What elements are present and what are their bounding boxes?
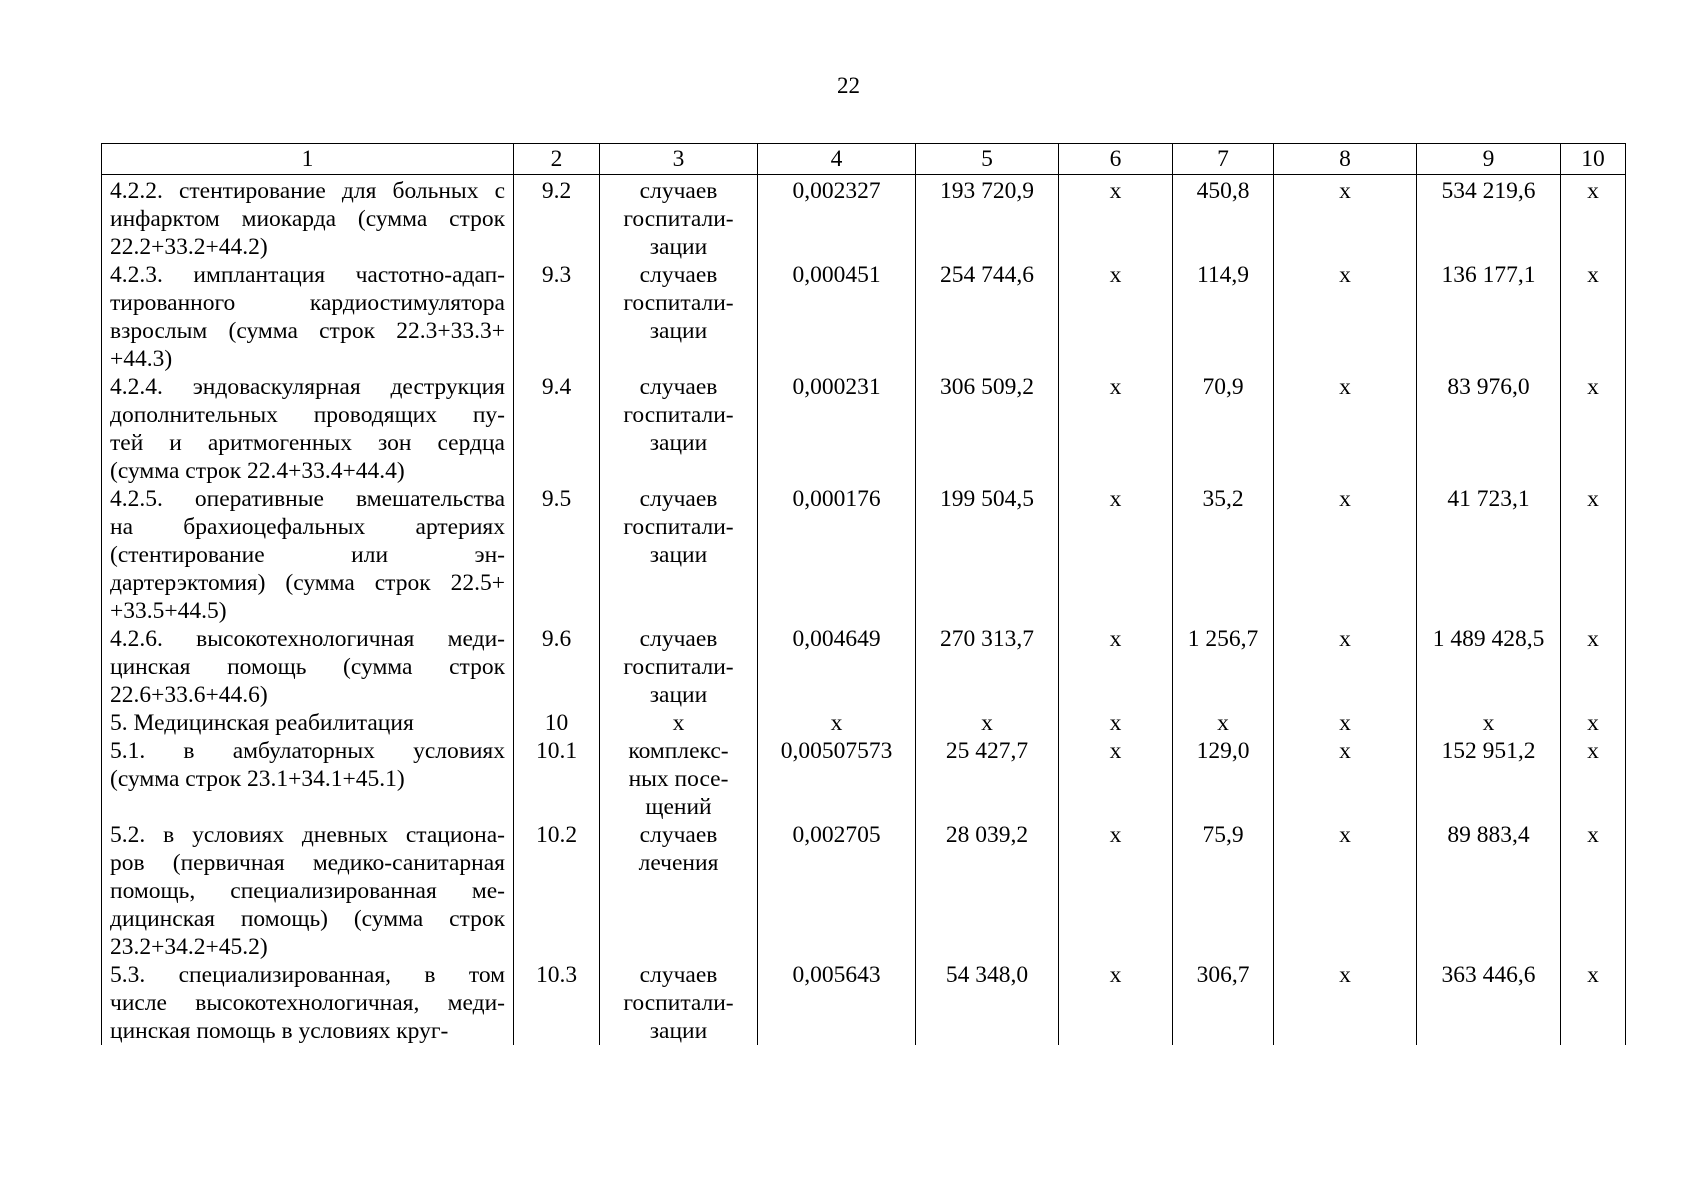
row-value-cell: 25 427,7 xyxy=(916,737,1059,821)
row-name-line: (сумма строк 23.1+34.1+45.1) xyxy=(110,766,405,792)
row-value-cell: 1 256,7 xyxy=(1173,625,1274,709)
row-value-cell: х xyxy=(1274,261,1417,373)
row-value-cell: 1 489 428,5 xyxy=(1417,625,1561,709)
table-row xyxy=(102,709,1626,737)
row-value-cell: х xyxy=(1059,821,1173,961)
row-unit-cell xyxy=(600,175,758,262)
table-row xyxy=(102,485,1626,625)
row-value-cell: х xyxy=(1561,373,1626,485)
row-name-line: (стентирование или эн- xyxy=(110,542,505,568)
row-name-line: 4.2.5. оперативные вмешательства xyxy=(110,486,505,512)
row-code-cell: 10.2 xyxy=(514,821,600,961)
row-value-cell: 0,004649 xyxy=(758,625,916,709)
row-value-cell: х xyxy=(1561,961,1626,1045)
row-value-cell: х xyxy=(1561,175,1626,262)
column-header: 9 xyxy=(1417,144,1561,175)
row-value-cell: 28 039,2 xyxy=(916,821,1059,961)
row-value-cell: х xyxy=(1274,485,1417,625)
row-name-line: дартерэктомия) (сумма строк 22.5+ xyxy=(110,570,505,596)
row-name-line: 4.2.6. высокотехнологичная меди- xyxy=(110,626,505,652)
row-value-cell: х xyxy=(1561,821,1626,961)
row-value-cell: 0,002705 xyxy=(758,821,916,961)
row-value-cell: х xyxy=(1059,709,1173,737)
column-header: 5 xyxy=(916,144,1059,175)
row-value-cell: 199 504,5 xyxy=(916,485,1059,625)
row-value-cell: х xyxy=(1274,821,1417,961)
row-name-line: 23.2+34.2+45.2) xyxy=(110,934,268,960)
row-unit-line: госпитали- xyxy=(623,290,734,316)
row-value-cell: х xyxy=(1274,709,1417,737)
row-name-line: 5.2. в условиях дневных стациона- xyxy=(110,822,505,848)
row-unit-line: случаев xyxy=(639,178,718,204)
row-value-cell: 0,002327 xyxy=(758,175,916,262)
row-unit-line: госпитали- xyxy=(623,990,734,1016)
row-name-cell xyxy=(102,961,514,1045)
row-unit-line: случаев xyxy=(639,486,718,512)
row-unit-line: комплекс- xyxy=(628,738,729,764)
row-name-line: дополнительных проводящих пу- xyxy=(110,402,505,428)
row-value-cell: 89 883,4 xyxy=(1417,821,1561,961)
row-unit-line: госпитали- xyxy=(623,402,734,428)
row-value-cell: х xyxy=(1059,175,1173,262)
row-value-cell: х xyxy=(1561,709,1626,737)
row-name-line: 5. Медицинская реабилитация xyxy=(110,710,414,736)
row-name-line: тей и аритмогенных зон сердца xyxy=(110,430,505,456)
row-unit-line: зации xyxy=(649,430,708,456)
row-unit-line: зации xyxy=(649,682,708,708)
row-unit-line: случаев xyxy=(639,626,718,652)
column-header: 2 xyxy=(514,144,600,175)
table-row xyxy=(102,175,1626,262)
column-header: 6 xyxy=(1059,144,1173,175)
row-value-cell: 54 348,0 xyxy=(916,961,1059,1045)
row-value-cell: 254 744,6 xyxy=(916,261,1059,373)
row-value-cell: х xyxy=(1561,261,1626,373)
row-name-cell xyxy=(102,485,514,625)
row-unit-line: госпитали- xyxy=(623,206,734,232)
row-name-line: числе высокотехнологичная, меди- xyxy=(110,990,505,1016)
row-name-line: дицинская помощь) (сумма строк xyxy=(110,906,505,932)
row-name-line: цинская помощь (сумма строк xyxy=(110,654,505,680)
row-value-cell: 0,005643 xyxy=(758,961,916,1045)
row-value-cell: 193 720,9 xyxy=(916,175,1059,262)
column-header: 8 xyxy=(1274,144,1417,175)
row-name-cell xyxy=(102,175,514,262)
row-value-cell: 70,9 xyxy=(1173,373,1274,485)
row-value-cell: х xyxy=(1274,961,1417,1045)
row-unit-cell xyxy=(600,709,758,737)
row-value-cell: х xyxy=(1561,625,1626,709)
row-value-cell: 0,00507573 xyxy=(758,737,916,821)
row-value-cell: 136 177,1 xyxy=(1417,261,1561,373)
row-unit-line: зации xyxy=(649,542,708,568)
row-unit-cell xyxy=(600,961,758,1045)
row-value-cell: 306,7 xyxy=(1173,961,1274,1045)
row-code-cell: 9.3 xyxy=(514,261,600,373)
row-unit-line: лечения xyxy=(638,850,719,876)
row-name-line: 4.2.2. стентирование для больных с xyxy=(110,178,505,204)
row-value-cell: х xyxy=(758,709,916,737)
row-name-line: 4.2.4. эндоваскулярная деструкция xyxy=(110,374,505,400)
row-value-cell: 0,000231 xyxy=(758,373,916,485)
row-value-cell: 306 509,2 xyxy=(916,373,1059,485)
row-value-cell: х xyxy=(1059,485,1173,625)
column-header: 7 xyxy=(1173,144,1274,175)
row-unit-line: щений xyxy=(645,794,712,820)
table-row xyxy=(102,261,1626,373)
row-name-cell xyxy=(102,737,514,821)
row-unit-line: зации xyxy=(649,234,708,260)
column-header: 4 xyxy=(758,144,916,175)
row-name-line: (сумма строк 22.4+33.4+44.4) xyxy=(110,458,405,484)
row-name-line: 5.3. специализированная, в том xyxy=(110,962,505,988)
row-name-line: тированного кардиостимулятора xyxy=(110,290,505,316)
row-value-cell: х xyxy=(1417,709,1561,737)
row-value-cell: х xyxy=(1561,737,1626,821)
row-unit-line: ных посе- xyxy=(628,766,729,792)
row-code-cell: 9.6 xyxy=(514,625,600,709)
row-value-cell: 35,2 xyxy=(1173,485,1274,625)
row-name-line: +44.3) xyxy=(110,346,173,372)
row-name-line: инфарктом миокарда (сумма строк xyxy=(110,206,505,232)
table-row xyxy=(102,821,1626,961)
column-header: 10 xyxy=(1561,144,1626,175)
table-body xyxy=(102,175,1626,1046)
row-value-cell: 114,9 xyxy=(1173,261,1274,373)
row-value-cell: х xyxy=(1274,737,1417,821)
row-unit-line: госпитали- xyxy=(623,654,734,680)
row-value-cell: х xyxy=(1561,485,1626,625)
table-row xyxy=(102,373,1626,485)
row-name-line: помощь, специализированная ме- xyxy=(110,878,505,904)
row-value-cell: 152 951,2 xyxy=(1417,737,1561,821)
header-row xyxy=(102,144,1626,175)
row-code-cell: 9.4 xyxy=(514,373,600,485)
column-header: 3 xyxy=(600,144,758,175)
row-value-cell: х xyxy=(1059,961,1173,1045)
row-value-cell: х xyxy=(1059,373,1173,485)
row-name-line: 5.1. в амбулаторных условиях xyxy=(110,738,505,764)
row-name-line: 4.2.3. имплантация частотно-адап- xyxy=(110,262,505,288)
row-unit-cell xyxy=(600,485,758,625)
row-value-cell: 0,000451 xyxy=(758,261,916,373)
row-code-cell: 9.5 xyxy=(514,485,600,625)
row-unit-cell xyxy=(600,261,758,373)
table-row xyxy=(102,961,1626,1045)
row-value-cell: 75,9 xyxy=(1173,821,1274,961)
row-name-line: 22.6+33.6+44.6) xyxy=(110,682,268,708)
row-value-cell: х xyxy=(916,709,1059,737)
row-value-cell: х xyxy=(1173,709,1274,737)
row-value-cell: х xyxy=(1059,737,1173,821)
row-name-cell xyxy=(102,709,514,737)
row-unit-line: случаев xyxy=(639,374,718,400)
row-unit-cell xyxy=(600,373,758,485)
row-value-cell: 83 976,0 xyxy=(1417,373,1561,485)
row-unit-line: зации xyxy=(649,1018,708,1044)
row-value-cell: х xyxy=(1274,373,1417,485)
row-value-cell: х xyxy=(1059,261,1173,373)
row-code-cell: 10 xyxy=(514,709,600,737)
row-unit-line: зации xyxy=(649,318,708,344)
row-code-cell: 10.1 xyxy=(514,737,600,821)
row-code-cell: 9.2 xyxy=(514,175,600,262)
row-value-cell: 129,0 xyxy=(1173,737,1274,821)
row-name-line: ров (первичная медико-санитарная xyxy=(110,850,505,876)
row-unit-line: х xyxy=(672,710,685,736)
row-name-cell xyxy=(102,625,514,709)
table-row xyxy=(102,625,1626,709)
row-value-cell: х xyxy=(1274,625,1417,709)
row-value-cell: 41 723,1 xyxy=(1417,485,1561,625)
column-header: 1 xyxy=(102,144,514,175)
row-value-cell: 363 446,6 xyxy=(1417,961,1561,1045)
row-unit-line: случаев xyxy=(639,962,718,988)
row-name-line: +33.5+44.5) xyxy=(110,598,227,624)
row-name-line: цинская помощь в условиях круг- xyxy=(110,1018,449,1044)
row-name-line: на брахиоцефальных артериях xyxy=(110,514,505,540)
row-value-cell: х xyxy=(1059,625,1173,709)
row-unit-cell xyxy=(600,625,758,709)
data-table xyxy=(101,143,1626,1045)
row-name-line: взрослым (сумма строк 22.3+33.3+ xyxy=(110,318,505,344)
row-value-cell: х xyxy=(1274,175,1417,262)
row-unit-line: госпитали- xyxy=(623,514,734,540)
row-value-cell: 0,000176 xyxy=(758,485,916,625)
row-unit-cell xyxy=(600,821,758,961)
row-unit-cell xyxy=(600,737,758,821)
row-unit-line: случаев xyxy=(639,822,718,848)
row-name-line: 22.2+33.2+44.2) xyxy=(110,234,268,260)
row-value-cell: 450,8 xyxy=(1173,175,1274,262)
row-name-cell xyxy=(102,821,514,961)
row-value-cell: 534 219,6 xyxy=(1417,175,1561,262)
row-value-cell: 270 313,7 xyxy=(916,625,1059,709)
row-unit-line: случаев xyxy=(639,262,718,288)
row-name-cell xyxy=(102,373,514,485)
page-number: 22 xyxy=(837,73,860,98)
table-row xyxy=(102,737,1626,821)
row-name-cell xyxy=(102,261,514,373)
row-code-cell: 10.3 xyxy=(514,961,600,1045)
